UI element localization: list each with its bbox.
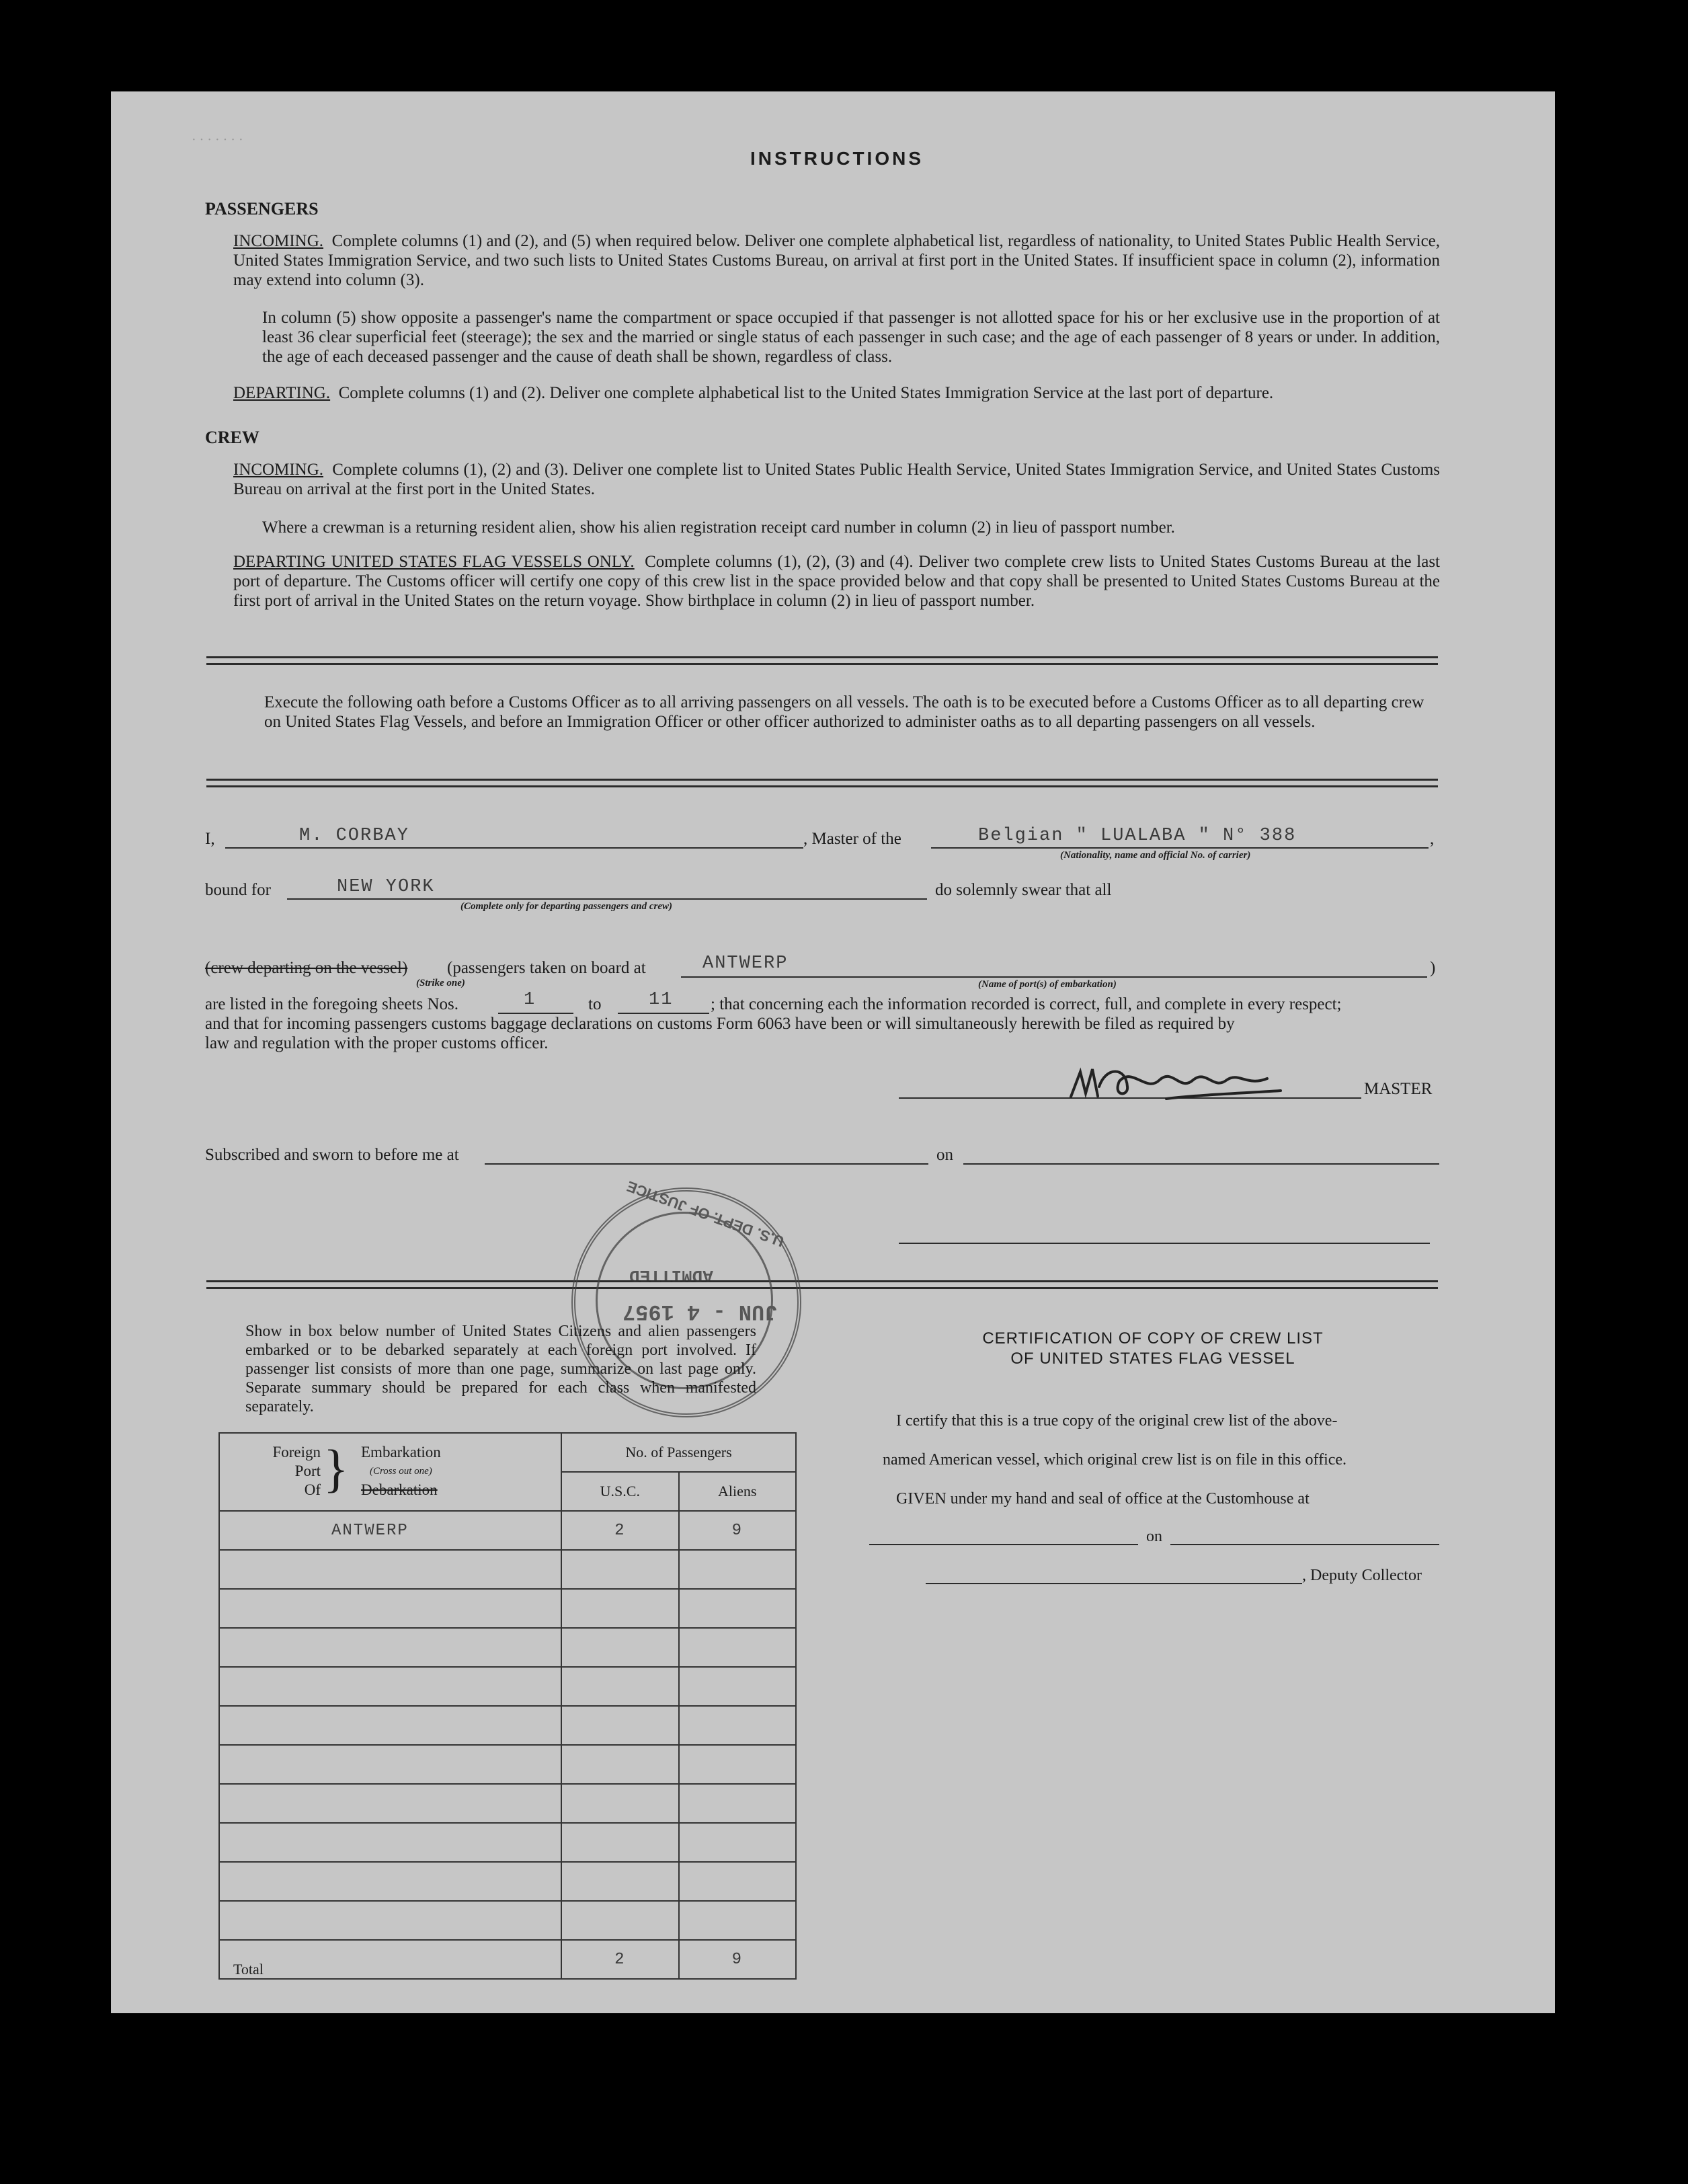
usc-cell[interactable]	[561, 1784, 678, 1823]
bound-for-label: bound for	[205, 881, 271, 899]
total-label: Total	[219, 1940, 561, 1979]
total-usc-cell[interactable]: 2	[561, 1940, 678, 1979]
no-passengers-header: No. of Passengers	[561, 1433, 796, 1472]
sworn-date-line	[963, 1163, 1439, 1165]
passengers-incoming-paragraph	[233, 231, 1440, 290]
aliens-cell[interactable]	[679, 1823, 796, 1862]
passengers-incoming-text: Complete columns (1) and (2), and (5) when required below. Deliver one complete alphabetical list, regardless of nationality, to United States Public Health Service, United States Immigration Service, and two such lists to United States Customs Bureau, on arrival at first port in the United States. If insufficient space in column (2), information may extend into column (3).	[233, 232, 1441, 289]
port-cell[interactable]	[219, 1901, 561, 1940]
crew-incoming-lead: INCOMING.	[233, 461, 324, 479]
aliens-cell[interactable]	[679, 1706, 796, 1745]
port-embarkation-field[interactable]: ANTWERP	[702, 953, 789, 974]
table-total-row	[219, 1940, 796, 1979]
usc-cell[interactable]	[561, 1901, 678, 1940]
aliens-cell[interactable]	[679, 1901, 796, 1940]
table-row	[219, 1511, 796, 1550]
passengers-taken-label: (passengers taken on board at	[447, 959, 646, 977]
section-divider	[206, 1280, 1438, 1289]
oath-line-2: and that for incoming passengers customs baggage declarations on customs Form 6063 have been or will simultaneously herewith be filed as required by	[205, 1015, 1235, 1033]
vessel-field[interactable]: Belgian " LUALABA " N° 388	[978, 826, 1297, 846]
certification-text-3: GIVEN under my hand and seal of office at the Customhouse at	[896, 1490, 1310, 1508]
bound-for-line	[287, 898, 927, 900]
sworn-on-label: on	[936, 1146, 953, 1164]
passengers-departing-text: Complete columns (1) and (2). Deliver one complete alphabetical list to the United States Immigration Service at the last port of departure.	[338, 384, 1274, 402]
port-cell[interactable]	[219, 1589, 561, 1628]
table-row	[219, 1589, 796, 1628]
master-name-line	[225, 847, 803, 849]
master-name-field[interactable]: M. CORBAY	[299, 826, 409, 846]
crew-departing-text: Complete columns (1), (2), (3) and (4). Deliver two complete crew lists to United States Customs Bureau at the last port of departure. The Customs officer will certify one copy of this crew list in the space provided below and that copy shall be presented to United States Customs Bureau at the first port of arrival in the United States on the return voyage. Show birthplace in column (2) in lieu of passport number.	[233, 553, 1440, 610]
usc-cell[interactable]	[561, 1628, 678, 1667]
certification-title-line2: OF UNITED STATES FLAG VESSEL	[1010, 1350, 1295, 1368]
passengers-heading: PASSENGERS	[205, 199, 319, 219]
usc-cell[interactable]	[561, 1706, 678, 1745]
usc-cell[interactable]: 2	[561, 1511, 678, 1550]
embarkation-label: Embarkation	[361, 1444, 441, 1460]
aliens-cell[interactable]	[679, 1784, 796, 1823]
bleed-through-text: · · · · · · ·	[192, 132, 243, 147]
stamp-admitted-text: ADMITTED	[629, 1265, 713, 1286]
table-row	[219, 1823, 796, 1862]
oath-i-label: I,	[205, 830, 215, 848]
crew-strike-option: (crew departing on the vessel)	[205, 959, 408, 977]
port-cell[interactable]	[219, 1628, 561, 1667]
port-cell[interactable]	[219, 1706, 561, 1745]
table-row	[219, 1550, 796, 1589]
usc-cell[interactable]	[561, 1667, 678, 1706]
subscribed-label: Subscribed and sworn to before me at	[205, 1146, 459, 1164]
port-cell[interactable]: ANTWERP	[219, 1511, 561, 1550]
oath-line-3: law and regulation with the proper customs officer.	[205, 1034, 549, 1052]
crew-incoming-text: Complete columns (1), (2) and (3). Deliver one complete list to United States Public Health Service, United States Immigration Service, and United States Customs Bureau on arrival at the first port in the United States.	[233, 461, 1441, 498]
sheet-from-line	[498, 1013, 573, 1014]
stamp-date-text: JUN - 4 1957	[622, 1299, 778, 1324]
passengers-column5-paragraph: In column (5) show opposite a passenger's name the compartment or space occupied if that passenger is not allotted space for his or her exclusive use in the proportion of at least 36 clear superficial feet (steerage); the sex and the married or single status of each passenger in such case; and the age of each passenger of 8 years or under. In addition, the age of each deceased passenger and the cause of death shall be shown, regardless of class.	[262, 309, 1440, 366]
vessel-comma: ,	[1430, 830, 1435, 848]
of-label: Of	[304, 1481, 321, 1498]
debarkation-label: Debarkation	[361, 1481, 438, 1498]
sheet-to-field[interactable]: 11	[649, 990, 674, 1010]
section-divider	[206, 779, 1438, 787]
port-cell[interactable]	[219, 1667, 561, 1706]
crew-incoming-paragraph	[233, 460, 1440, 499]
table-row	[219, 1706, 796, 1745]
master-of-label: , Master of the	[803, 830, 901, 848]
crew-heading: CREW	[205, 428, 259, 447]
table-row	[219, 1784, 796, 1823]
port-note: (Name of port(s) of embarkation)	[978, 979, 1117, 990]
certification-title	[850, 1329, 1455, 1369]
table-row	[219, 1667, 796, 1706]
usc-header: U.S.C.	[561, 1472, 678, 1511]
sheets-label: are listed in the foregoing sheets Nos.	[205, 995, 458, 1013]
master-signature	[1066, 1060, 1287, 1107]
sheet-from-field[interactable]: 1	[524, 990, 536, 1010]
sheets-rest-text: ; that concerning each the information recorded is correct, full, and complete in every respect;	[711, 995, 1342, 1013]
strike-note: (Strike one)	[416, 978, 465, 988]
certification-on-label: on	[1146, 1528, 1162, 1545]
close-paren: )	[1430, 959, 1436, 977]
certification-text-2: named American vessel, which original crew list is on file in this office.	[883, 1451, 1347, 1469]
crew-departing-lead: DEPARTING UNITED STATES FLAG VESSELS ONLY.	[233, 553, 635, 571]
deputy-collector-label: , Deputy Collector	[1302, 1567, 1422, 1584]
aliens-cell[interactable]	[679, 1667, 796, 1706]
usc-cell[interactable]	[561, 1862, 678, 1901]
usc-cell[interactable]	[561, 1589, 678, 1628]
aliens-cell[interactable]	[679, 1745, 796, 1784]
usc-cell[interactable]	[561, 1823, 678, 1862]
port-header-cell	[219, 1433, 561, 1511]
sworn-place-line	[485, 1163, 928, 1165]
port-embarkation-line	[681, 976, 1427, 978]
certification-date-line	[1170, 1544, 1439, 1545]
master-label: MASTER	[1364, 1080, 1433, 1098]
brace-glyph: }	[323, 1439, 349, 1497]
table-row	[219, 1901, 796, 1940]
crew-resident-paragraph: Where a crewman is a returning resident alien, show his alien registration receipt card number in column (2) in lieu of passport number.	[262, 518, 1175, 537]
passengers-departing-paragraph	[233, 383, 1440, 403]
to-label: to	[588, 995, 602, 1013]
port-cell[interactable]	[219, 1745, 561, 1784]
total-aliens-cell[interactable]: 9	[679, 1940, 796, 1979]
aliens-cell[interactable]	[679, 1628, 796, 1667]
certification-title-line1: CERTIFICATION OF COPY OF CREW LIST	[982, 1329, 1324, 1348]
table-row	[219, 1862, 796, 1901]
officer-signature-line	[899, 1243, 1430, 1244]
bound-for-field[interactable]: NEW YORK	[337, 877, 435, 897]
port-header-right	[361, 1443, 441, 1499]
vessel-note: (Nationality, name and official No. of carrier)	[1060, 850, 1251, 861]
usc-cell[interactable]	[561, 1550, 678, 1589]
aliens-header: Aliens	[679, 1472, 796, 1511]
aliens-cell[interactable]	[679, 1862, 796, 1901]
vessel-line	[931, 847, 1429, 849]
stamp-agency-text: U.S. DEPT. OF JUSTICE	[624, 1177, 787, 1251]
section-divider	[206, 656, 1438, 665]
aliens-cell[interactable]	[679, 1550, 796, 1589]
sheet-to-line	[618, 1013, 709, 1014]
aliens-cell[interactable]: 9	[679, 1511, 796, 1550]
page-title: INSTRUCTIONS	[750, 148, 924, 169]
port-cell[interactable]	[219, 1862, 561, 1901]
cross-out-note: (Cross out one)	[370, 1466, 432, 1477]
port-label: Port	[294, 1462, 321, 1479]
port-header-left	[253, 1443, 321, 1499]
port-cell[interactable]	[219, 1550, 561, 1589]
ports-summary-table	[218, 1432, 797, 1980]
certification-text-1: I certify that this is a true copy of the original crew list of the above-	[896, 1412, 1338, 1430]
oath-instruction-paragraph: Execute the following oath before a Customs Officer as to all arriving passengers on all vessels. The oath is to be executed before a Customs Officer as to all departing crew on United States Flag Vessels, and before an Immigration Officer or other officer authorized to administer oaths as to all departing passengers on all vessels.	[264, 693, 1424, 731]
passengers-incoming-lead: INCOMING.	[233, 232, 324, 250]
table-row	[219, 1628, 796, 1667]
foreign-label: Foreign	[272, 1444, 321, 1460]
port-cell[interactable]	[219, 1823, 561, 1862]
table-row	[219, 1745, 796, 1784]
summary-instructions: Show in box below number of United States Citizens and alien passengers embarked or to be debarked separately at each foreign port involved. If passenger list consists of more than one page, summarize on last page only. Separate summary should be prepared for each class when manifested separately.	[245, 1323, 756, 1415]
deputy-signature-line	[926, 1583, 1302, 1584]
document-sheet	[111, 91, 1555, 2013]
crew-departing-paragraph	[233, 552, 1440, 611]
port-cell[interactable]	[219, 1784, 561, 1823]
passengers-departing-lead: DEPARTING.	[233, 384, 331, 402]
usc-cell[interactable]	[561, 1745, 678, 1784]
bound-for-note: (Complete only for departing passengers and crew)	[460, 901, 672, 912]
swear-label: do solemnly swear that all	[935, 881, 1112, 899]
aliens-cell[interactable]	[679, 1589, 796, 1628]
customhouse-line	[869, 1544, 1138, 1545]
